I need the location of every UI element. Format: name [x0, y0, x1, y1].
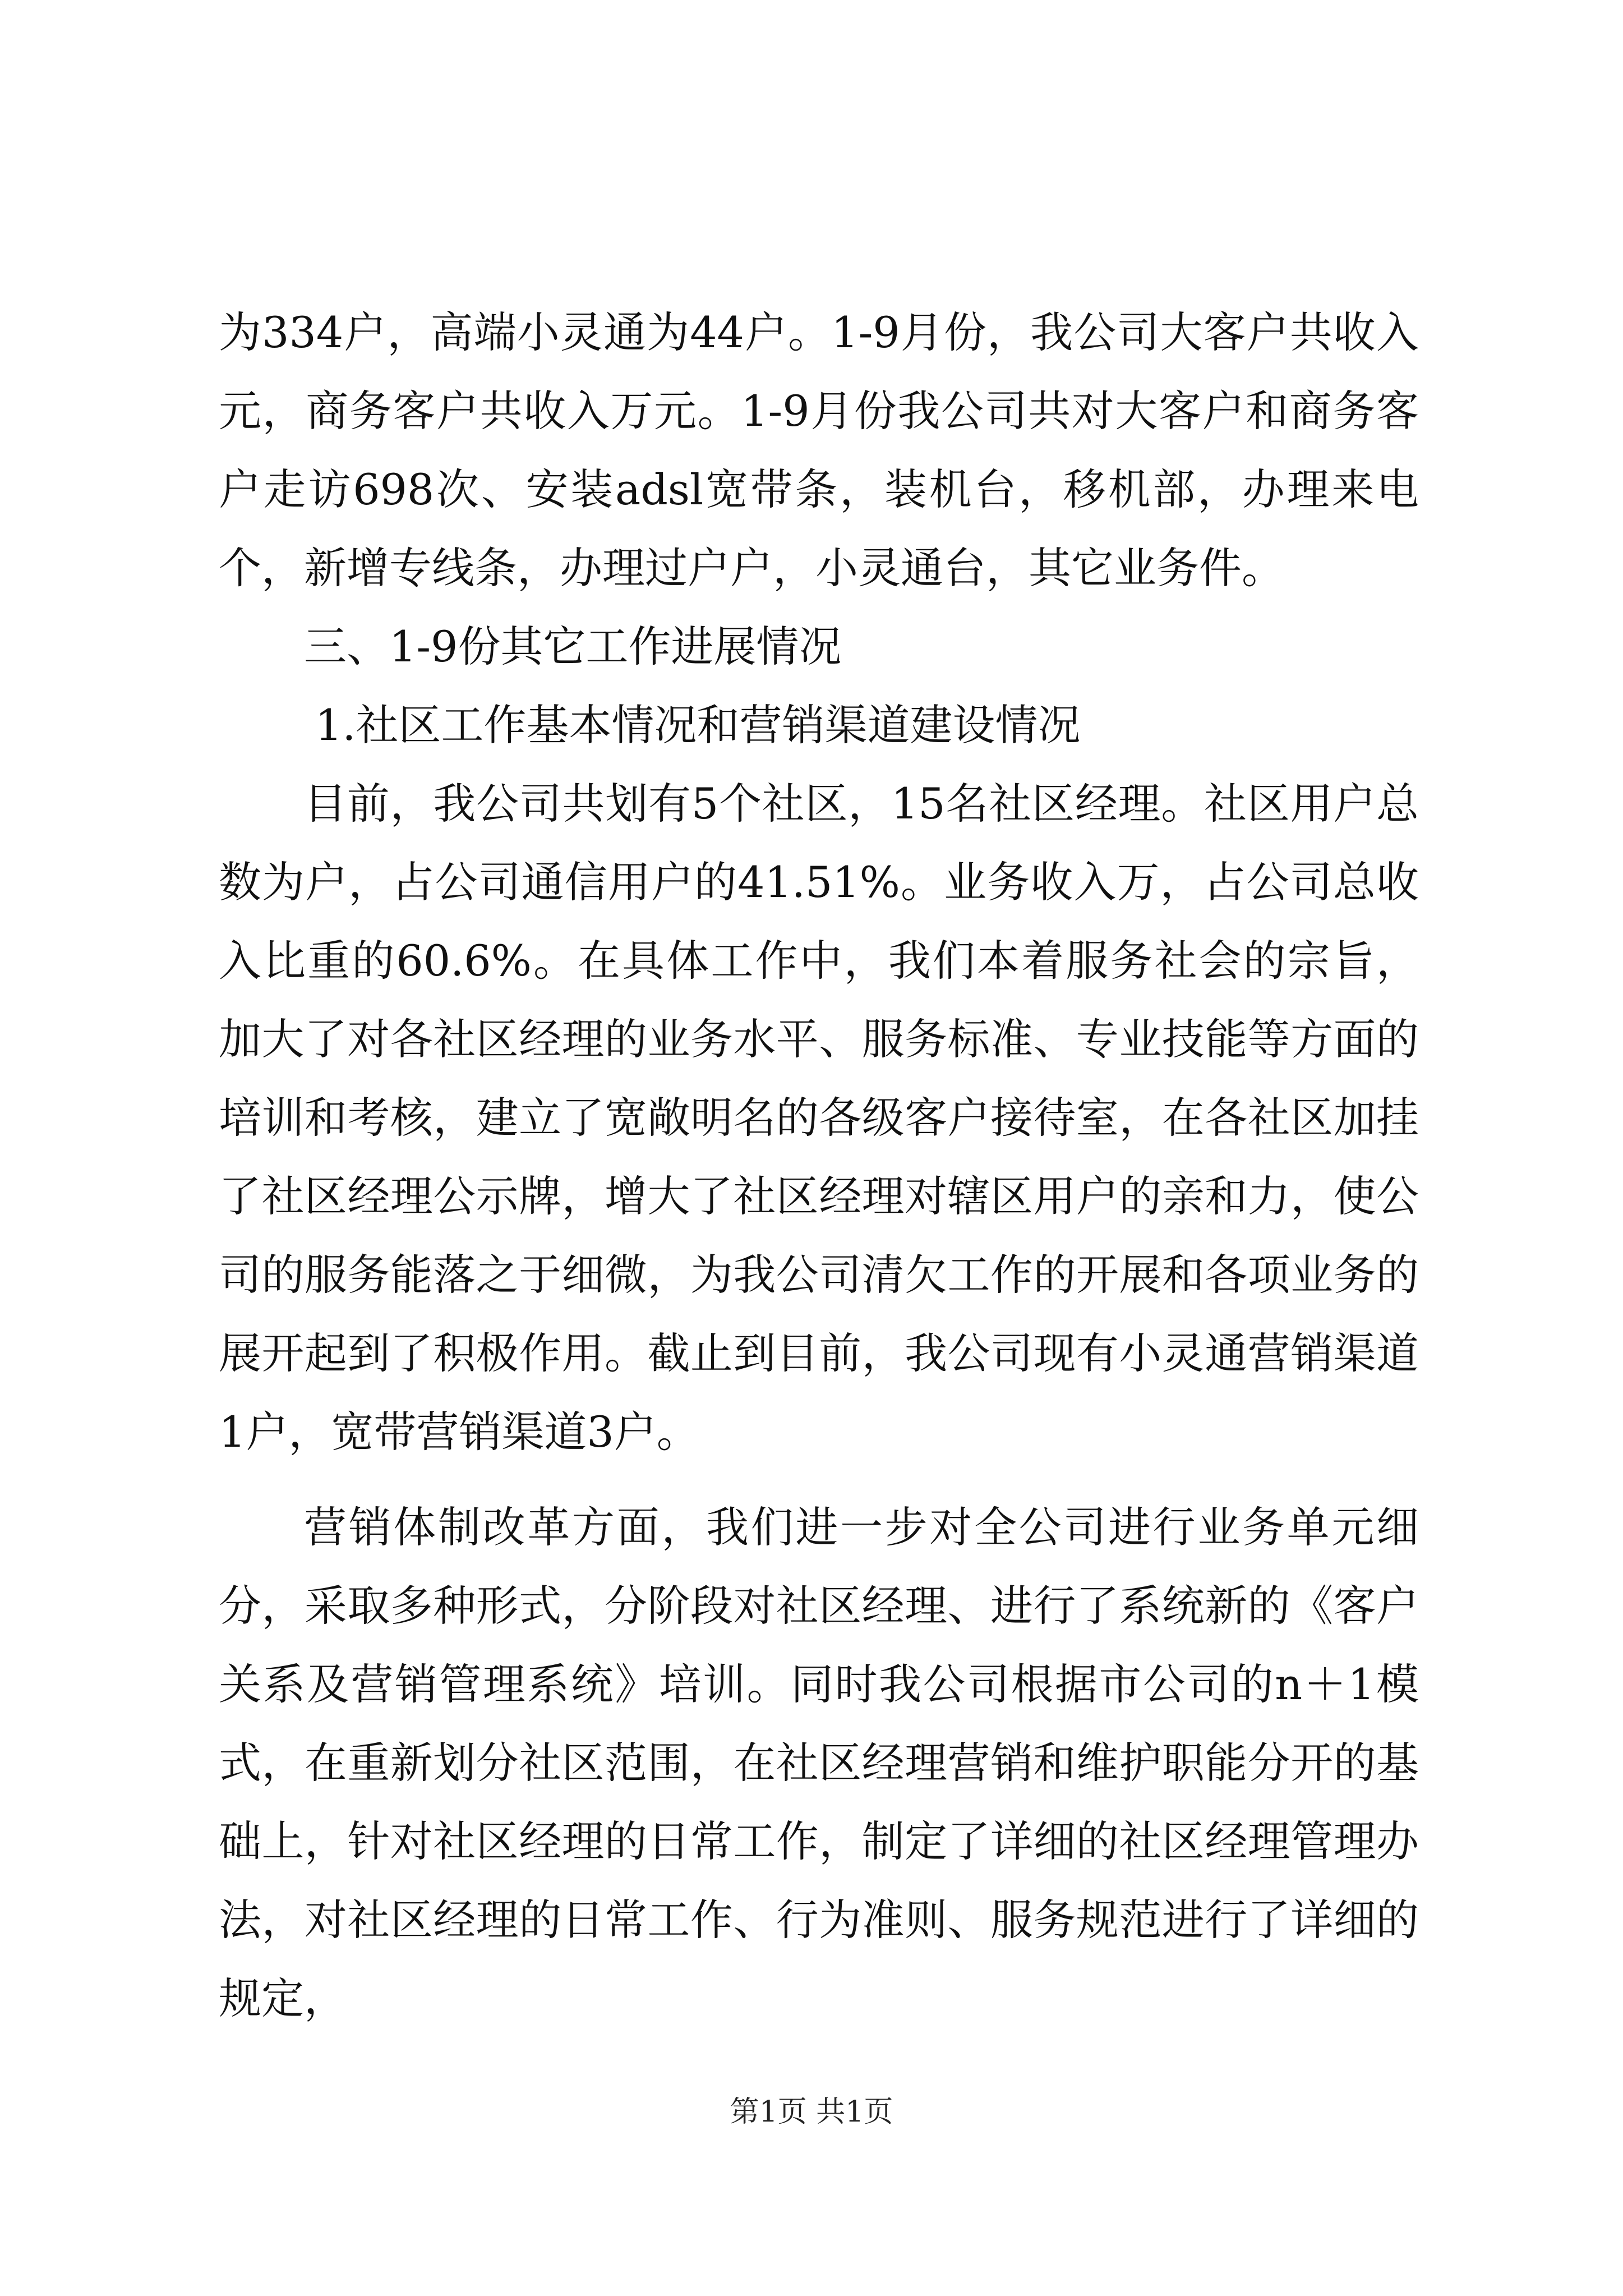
- section-heading: 三、1-9份其它工作进展情况: [304, 622, 842, 671]
- paragraph-marketing-reform: 营销体制改革方面，我们进一步对全公司进行业务单元细分，采取多种形式，分阶段对社区经理、进行了系统新的《客户关系及营销管理系统》培训。同时我公司根据市公司的n＋1模式，在重新划分社区范围，在社区经理营销和维护职能分开的基础上，针对社区经理的日常工作，制定了详细的社区经理管理办法，对社区经理的日常工作、行为准则、服务规范进行了详细的规定，: [219, 1502, 1419, 2023]
- document-body: [219, 293, 1419, 2038]
- paragraph-community-work: 目前，我公司共划有5个社区，15名社区经理。社区用户总数为户，占公司通信用户的41.51%。业务收入万，占公司总收入比重的60.6%。在具体工作中，我们本着服务社会的宗旨，加大了对各社区经理的业务水平、服务标准、专业技能等方面的培训和考核，建立了宽敞明名的各级客户接待室，在各社区加挂了社区经理公示牌，增大了社区经理对辖区用户的亲和力，使公司的服务能落之于细微，为我公司清欠工作的开展和各项业务的展开起到了积极作用。截止到目前，我公司现有小灵通营销渠道1户，宽带营销渠道3户。: [219, 779, 1419, 1457]
- paragraph-continued: 为334户，高端小灵通为44户。1-9月份，我公司大客户共收入元，商务客户共收入万元。1-9月份我公司共对大客户和商务客户走访698次、安装adsl宽带条，装机台，移机部，办理来电个，新增专线条，办理过户户，小灵通台，其它业务件。: [219, 307, 1419, 593]
- subsection-heading: 1.社区工作基本情况和营销渠道建设情况: [315, 700, 1081, 750]
- page-footer: 第1页 共1页: [730, 2095, 893, 2129]
